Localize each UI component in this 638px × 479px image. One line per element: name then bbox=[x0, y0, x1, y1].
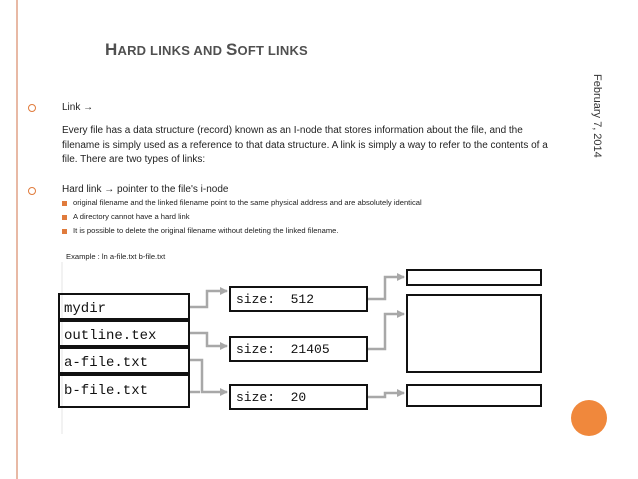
data-blocks bbox=[407, 270, 541, 406]
data-block-box bbox=[407, 295, 541, 372]
arrow-icon bbox=[190, 333, 227, 346]
hard-link-subitem: A directory cannot have a hard link bbox=[73, 212, 190, 221]
title-part: S bbox=[225, 40, 238, 59]
title-part: OFT LINKS bbox=[237, 43, 308, 58]
directory-entry-name: a-file.txt bbox=[64, 355, 149, 371]
bullet-hard-link-label: Hard link → pointer to the file's i-node bbox=[62, 184, 229, 195]
data-block-box bbox=[407, 270, 541, 285]
arrow-icon bbox=[368, 393, 404, 397]
arrow-icon bbox=[368, 314, 404, 349]
directory-entry-name: mydir bbox=[64, 301, 107, 317]
dir-to-inode-arrows bbox=[190, 291, 227, 392]
link-definition-paragraph: Every file has a data structure (record) known as an I-node that stores information about the file, and the filename is simply used as a reference to that data structure. A link is simply a way to refer to the contents of a file. There are two types of links: bbox=[62, 125, 548, 165]
arrow-icon bbox=[368, 277, 404, 299]
hard-link-subitem: original filename and the linked filename point to the same physical address and are absolutely identical bbox=[73, 198, 422, 207]
decorative-orange-circle bbox=[571, 400, 607, 436]
inode-to-block-arrows bbox=[368, 277, 404, 397]
directory-entry-name: outline.tex bbox=[64, 328, 157, 344]
hard-link-subitem: It is possible to delete the original filename without deleting the linked filename. bbox=[73, 226, 339, 235]
arrow-icon bbox=[190, 360, 227, 392]
data-block-box bbox=[407, 385, 541, 406]
title-part: ARD LINKS AND bbox=[117, 43, 226, 58]
directory-entries bbox=[59, 294, 189, 407]
directory-entry-name: b-file.txt bbox=[64, 383, 149, 399]
example-command: Example : ln a-file.txt b-file.txt bbox=[66, 252, 166, 261]
bullet-link-label: Link → bbox=[62, 102, 94, 113]
inode-size-label: size: 20 bbox=[236, 390, 307, 405]
inode-size-label: size: 512 bbox=[236, 292, 315, 307]
slide-date: February 7, 2014 bbox=[591, 74, 603, 158]
arrow-icon bbox=[190, 291, 227, 307]
inodes bbox=[230, 287, 367, 409]
title-part: H bbox=[105, 40, 118, 59]
inode-size-label: size: 21405 bbox=[236, 342, 330, 357]
